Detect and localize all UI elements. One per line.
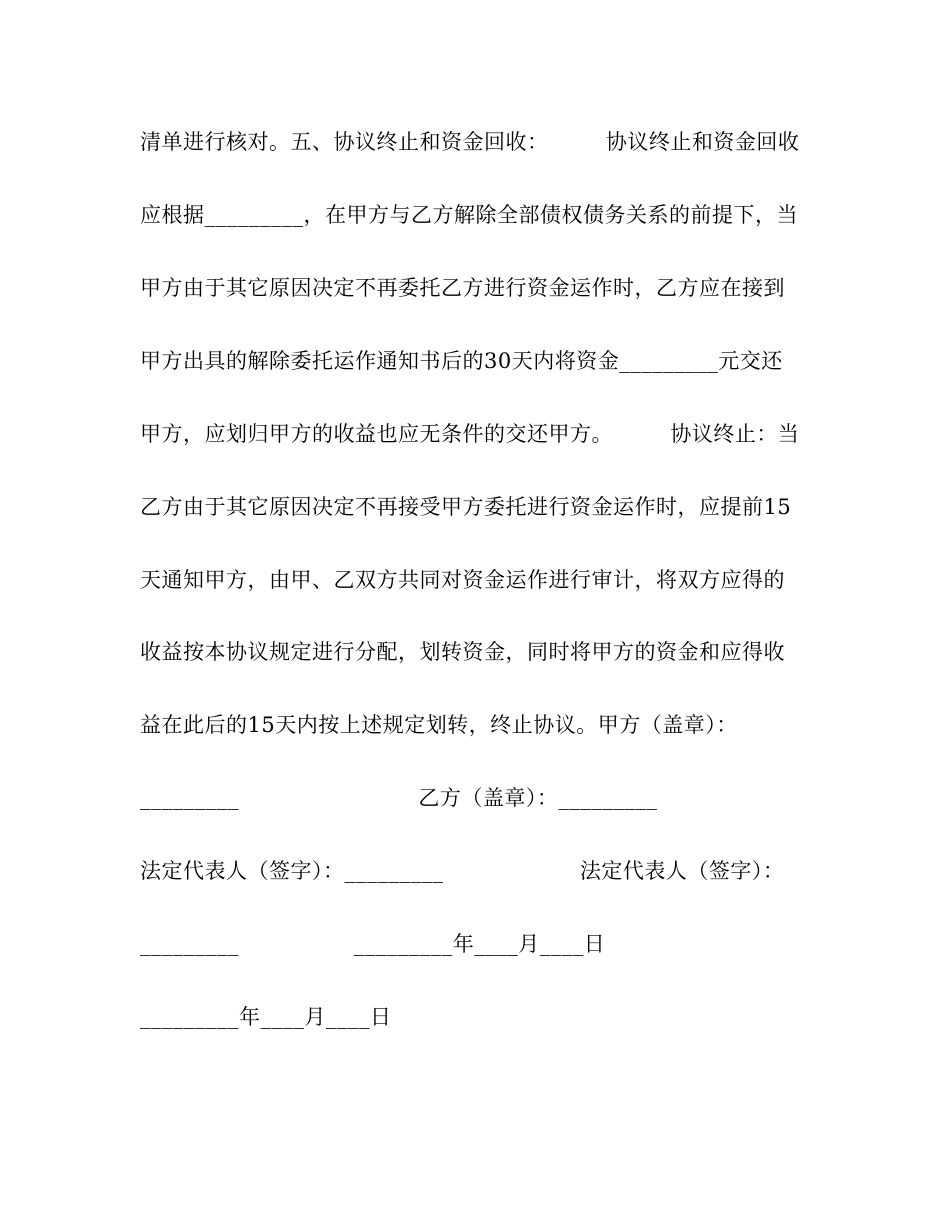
date-line-2: _________年____月____日 (140, 1005, 392, 1029)
text-line-9: 益在此后的15天内按上述规定划转，终止协议。甲方（盖章）： (140, 713, 738, 737)
text-line-8: 收益按本协议规定进行分配，划转资金，同时将甲方的资金和应得收 (140, 640, 785, 664)
signature-line-party-b-seal: _________ 乙方（盖章）：_________ (140, 786, 658, 810)
signature-line-legal-representatives: 法定代表人（签字）：_________ 法定代表人（签字）： (140, 859, 785, 883)
text-line-5: 甲方，应划归甲方的收益也应无条件的交还甲方。 协议终止：当 (140, 422, 800, 446)
text-line-7: 天通知甲方，由甲、乙双方共同对资金运作进行审计，将双方应得的 (140, 568, 785, 592)
text-line-2: 应根据_________，在甲方与乙方解除全部债权债务关系的前提下，当 (140, 203, 798, 227)
text-line-6: 乙方由于其它原因决定不再接受甲方委托进行资金运作时，应提前15 (140, 495, 792, 519)
text-line-1: 清单进行核对。五、协议终止和资金回收： 协议终止和资金回收 (140, 130, 800, 154)
text-line-4: 甲方出具的解除委托运作通知书后的30天内将资金_________元交还 (140, 349, 783, 373)
text-line-3: 甲方由于其它原因决定不再委托乙方进行资金运作时，乙方应在接到 (140, 276, 785, 300)
date-line-1: _________ _________年____月____日 (140, 932, 606, 956)
